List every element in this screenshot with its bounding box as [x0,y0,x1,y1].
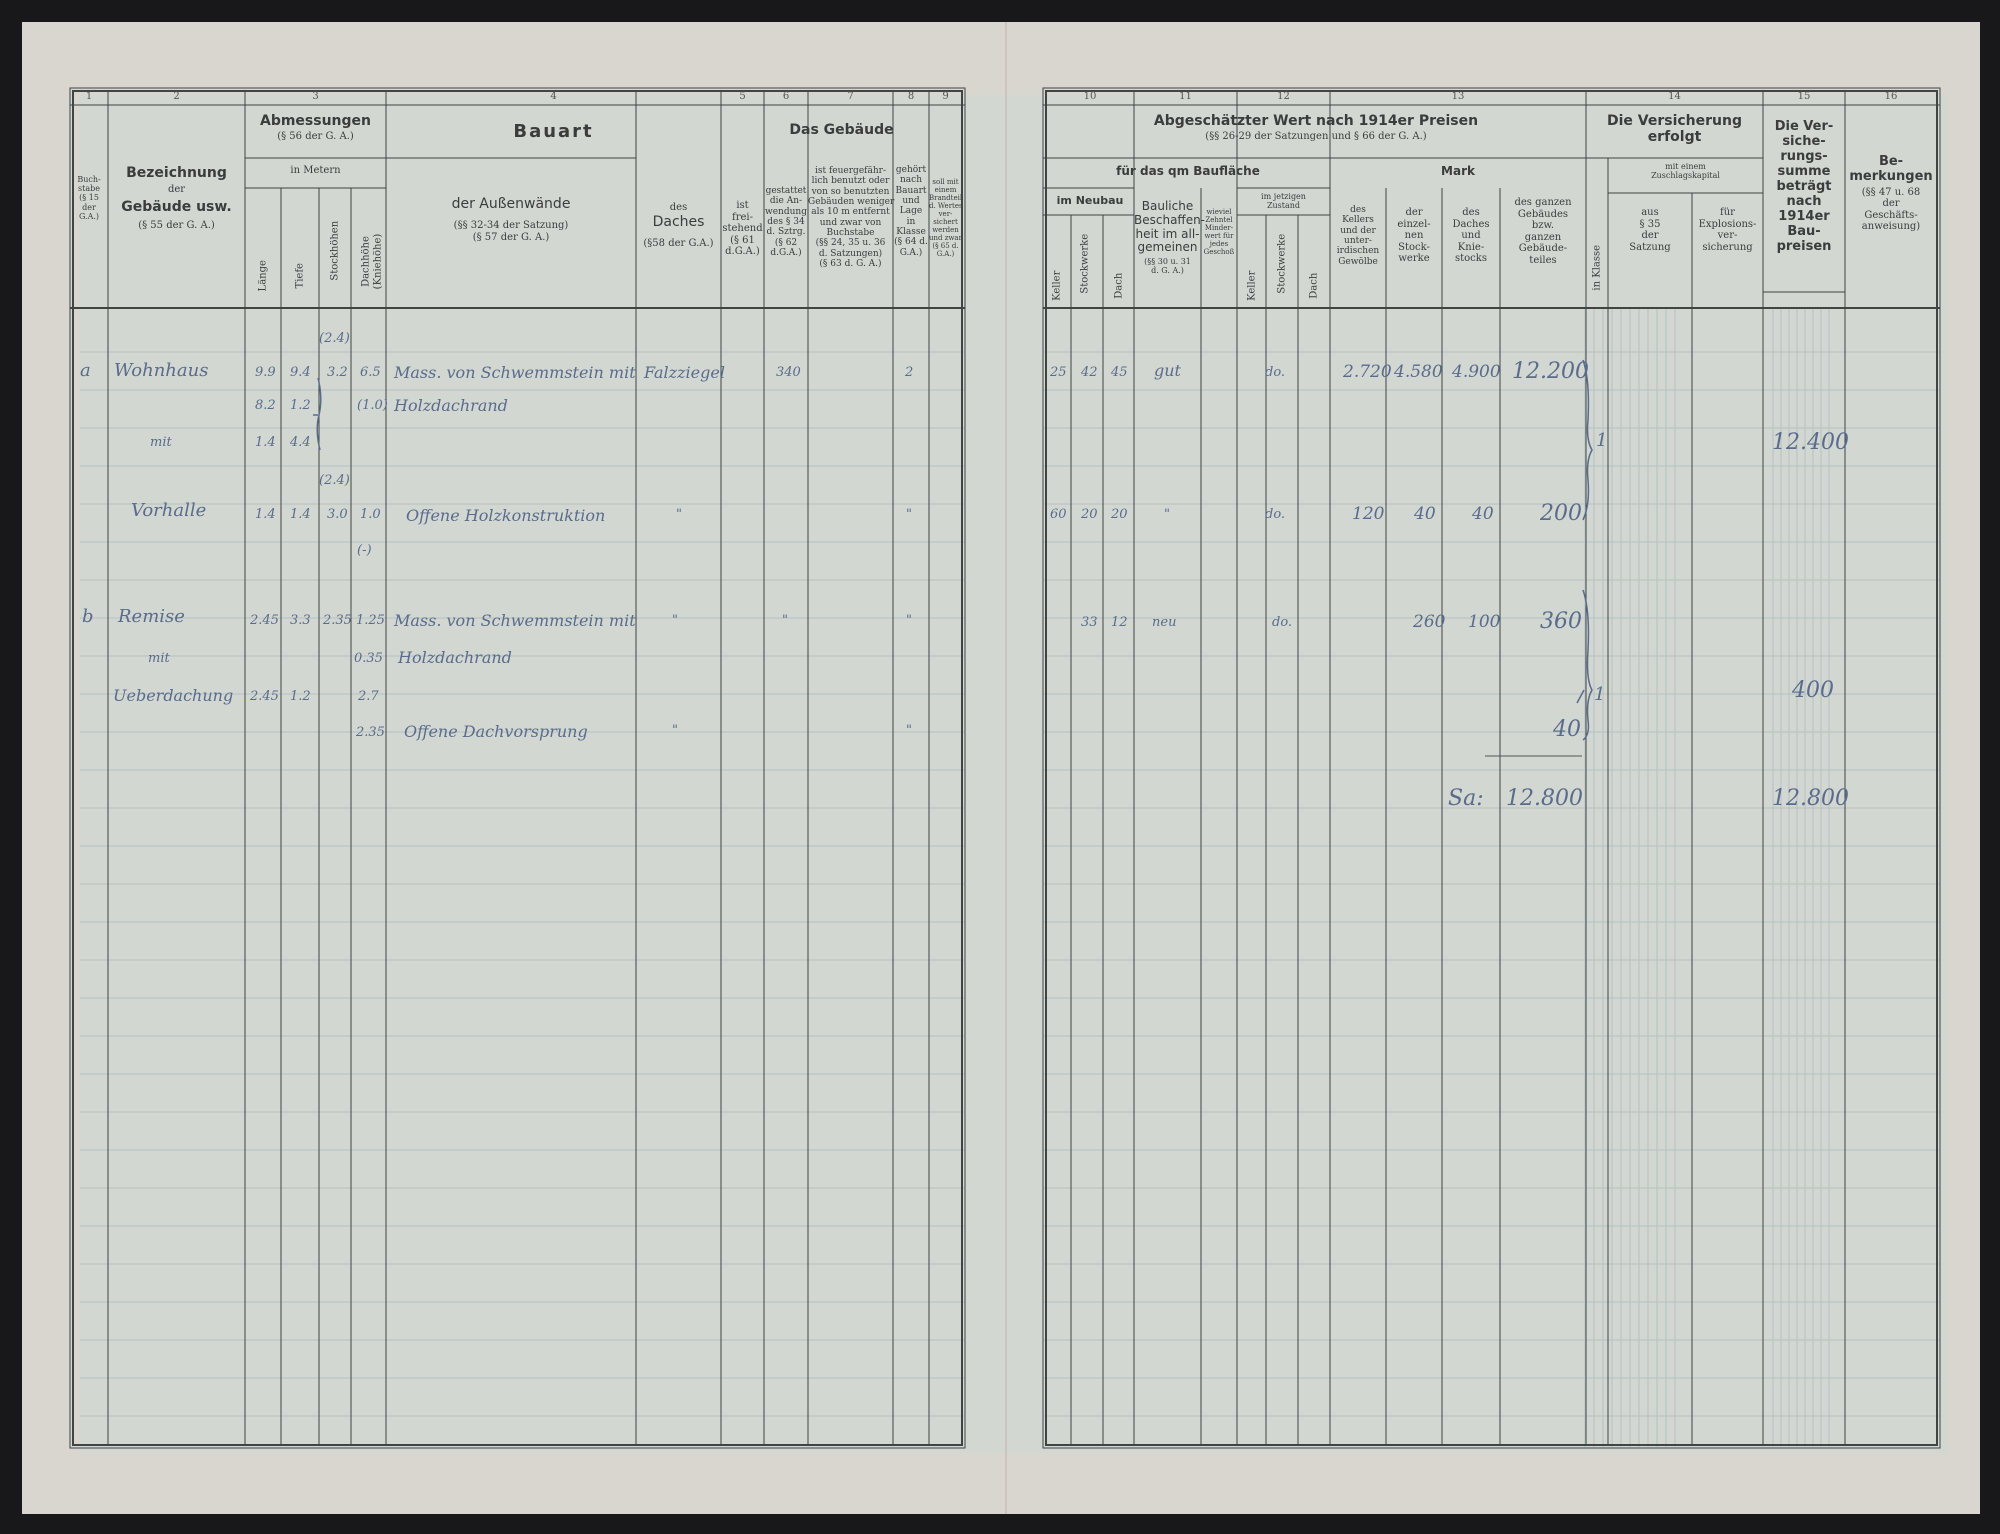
m2-line: der [1405,207,1423,218]
cell-stockhoehe: 2.35 [323,613,352,628]
cell-stockwerke: 33 [1081,615,1098,630]
cell-buchstabe: b [82,606,94,627]
cell-bauart: Holzdachrand [398,648,512,667]
c8-line: Klasse [896,227,926,238]
header-versicherung [1586,113,1763,145]
cell-laenge: 1.4 [255,435,276,450]
dach-title: Daches [652,213,705,230]
header-m4 [1500,197,1586,266]
cell-summe-label: Sa: [1448,786,1484,811]
cell-tiefe: 9.4 [290,365,311,380]
c7-line: und zwar von [819,217,882,228]
col-number-6: 6 [782,91,790,102]
aussen-ref1: (§§ 32-34 der Satzung) [453,220,569,232]
buchstabe-line: Buch- [77,175,101,184]
cell-bezeichnung: Vorhalle [131,500,207,521]
c7-line: als 10 m entfernt [811,207,890,218]
c9-line: Brandteil [929,194,963,203]
m3-line: stocks [1455,253,1487,264]
explo-line: sicherung [1702,241,1753,253]
header-m2 [1386,207,1442,265]
m4-line: Gebäude- [1518,243,1568,254]
cell-mark-keller: 120 [1352,504,1385,524]
cell-klasse: 1 [1596,430,1608,451]
cell-tiefe: 1.2 [290,689,311,704]
c8-line: gehört [895,165,927,175]
m4-line: teiles [1529,254,1557,266]
bauliche-line: Bauliche [1141,199,1194,213]
c6-line: wendung [765,206,807,217]
m2-line: nen [1404,230,1424,241]
header-c5 [721,200,764,258]
col-number-7: 7 [847,91,854,102]
header-bauart: Bauart [513,121,594,142]
cell-klasse: " [906,723,912,738]
summe-line: beträgt [1776,178,1832,194]
aussen-ref2: (§ 57 der G. A.) [472,231,550,243]
cell-stockwerke: 20 [1081,507,1098,522]
header-c8 [893,165,929,258]
dachhoehe-label: Dachhöhe [360,236,372,287]
cell-beschaffenheit: neu [1152,615,1177,630]
header-jetzig [1237,192,1330,210]
cell-dachhoehe-top: (2.4) [319,331,350,346]
cell-bauart: Holzdachrand [394,396,508,415]
vers-title2: erfolgt [1647,129,1702,146]
col-number-12: 12 [1277,91,1290,102]
aussen-title: der Außenwände [451,196,571,212]
explo-line: Explosions- [1698,218,1757,230]
c7-line: Buchstabe [826,228,875,239]
header-c9 [929,178,962,258]
cell-klasse: " [906,507,912,522]
cell-tiefe: 4.4 [290,435,311,450]
m4-line: bzw. [1531,220,1555,231]
cell-dachart: Falzziegel [644,363,725,382]
header-buchstabe [70,175,108,221]
bemerk-title: merkungen [1849,168,1933,184]
cell-dach: 20 [1111,507,1128,522]
summe-line: rungs- [1780,148,1828,164]
summe-line: nach [1786,193,1822,209]
abmessungen-title: Abmessungen [259,113,372,129]
cell-dachhoehe: 2.35 [356,725,385,740]
header-stockwerke-jetzig: Stockwerke [1276,233,1288,294]
c6-line: d.G.A.) [770,248,802,259]
wert-ref: (§§ 26-29 der Satzungen und § 66 der G. A.) [1205,131,1427,143]
c9-line: soll mit [932,178,959,186]
header-wieviel [1201,208,1237,256]
wieviel-line: wert für [1204,232,1234,241]
bemerk-ref: der [1882,198,1900,210]
c6-line: (§ 62 [774,237,798,248]
header-zuschlag [1608,162,1763,180]
header-m1 [1330,205,1386,267]
c9-line: sichert [933,218,958,227]
summe-line: preisen [1776,238,1832,254]
cell-bezeichnung: Ueberdachung [113,686,234,705]
header-m3 [1442,207,1500,265]
cell-mark-dach: 4.900 [1452,362,1501,382]
abmessungen-unit: in Metern [290,165,341,176]
cell-dachhoehe: 6.5 [360,365,381,380]
cell-stockhoehe: 3.0 [327,507,348,522]
cell-beschaffenheit: " [1164,507,1170,522]
cell-versicherungssumme: 400 [1792,678,1834,703]
col-number-4: 4 [550,91,557,102]
cell-mark-gesamt-summe: 12.800 [1506,786,1583,811]
m3-line: Daches [1452,218,1490,230]
col-number-1: 1 [85,91,93,102]
cell-c6: 340 [776,365,801,380]
explo-line: für [1720,207,1735,218]
cell-zustand: do. [1265,365,1286,380]
m4-line: Gebäudes [1517,208,1569,220]
header-stockhoehen: Stockhöhen [329,220,341,281]
header-abmessungen [245,113,386,143]
m3-line: des [1462,207,1480,218]
col-number-11: 11 [1179,91,1192,102]
c5-line: frei- [732,211,753,223]
c5-line: d.G.A.) [725,246,760,257]
header-summe [1763,120,1845,254]
cell-dachhoehe-top: (2.4) [319,473,350,488]
bauliche-line: gemeinen [1137,240,1198,255]
c7-line: d. Satzungen) [818,248,883,259]
col-number-16: 16 [1884,91,1898,102]
col-number-9: 9 [942,91,949,102]
cell-dach: 45 [1111,365,1128,380]
summe-line: 1914er [1778,208,1830,224]
header-c7 [808,166,893,269]
header-dach-neubau: Dach [1113,272,1125,299]
abmessungen-ref: (§ 56 der G. A.) [277,131,354,143]
c5-line: stehend [722,223,763,234]
cell-laenge: 2.45 [250,613,279,628]
bezeichnung-ref: (§ 55 der G. A.) [138,219,215,231]
col-number-10: 10 [1083,91,1097,102]
header-dach [636,202,721,249]
bezeichnung-title: Bezeichnung [126,165,227,181]
aus-line: der [1641,230,1659,241]
cell-bauart: Offene Dachvorsprung [404,722,588,741]
cell-mark-gesamt: 360 [1540,609,1582,634]
cell-zustand: do. [1272,615,1293,630]
header-bauliche [1134,199,1206,276]
wert-title: Abgeschätzter Wert nach 1914er Preisen [1153,113,1479,129]
cell-mark-dach: 100 [1468,612,1501,632]
cell-klasse: 1 [1594,684,1606,705]
aus-line: § 35 [1639,218,1661,230]
c9-line: G.A.) [936,250,955,259]
cell-dachhoehe: 0.35 [354,651,383,666]
buchstabe-line: (§ 15 [79,193,99,203]
col-number-13: 13 [1451,91,1465,102]
c9-line: (§ 65 d. [932,242,959,251]
c8-line: und [902,196,920,207]
m1-line: unter- [1344,236,1372,247]
c6-line: gestattet [765,186,807,196]
jetzig-line: Zustand [1266,201,1301,211]
header-tiefe: Tiefe [294,263,306,289]
m4-line: des ganzen [1514,197,1572,208]
cell-laenge: 2.45 [250,689,279,704]
m1-line: und der [1340,225,1376,236]
zuschlag-line: Zuschlagskapital [1651,171,1720,181]
cell-bezeichnung: mit [150,435,172,450]
cell-tiefe: 1.2 [290,398,311,413]
wieviel-line: Zehntel [1205,216,1233,225]
c7-line: Gebäuden weniger [808,197,895,208]
c5-line: (§ 61 [730,234,755,246]
header-keller: Keller [1051,270,1063,301]
buchstabe-line: der [82,202,96,212]
c8-line: Lage [899,206,923,217]
wieviel-line: wieviel [1206,208,1232,216]
cell-keller: 60 [1050,507,1067,522]
c8-line: (§ 64 d. [894,237,928,248]
bauliche-line: (§§ 30 u. 31 [1144,257,1191,267]
bauliche-line: Beschaffen- [1134,212,1206,227]
cell-dachhoehe: 1.25 [356,613,385,628]
col-number-5: 5 [739,91,746,102]
cell-bezeichnung: Remise [118,606,185,627]
cell-mark-gesamt: 200 [1540,501,1582,526]
c7-line: (§§ 24, 35 u. 36 [815,238,886,249]
bemerk-title: Be- [1878,154,1904,169]
cell-bezeichnung: Wohnhaus [114,360,209,381]
header-mark: Mark [1441,164,1475,178]
cell-laenge: 8.2 [255,398,276,413]
cell-c6: " [782,613,788,628]
header-bemerkungen [1845,155,1937,233]
bauliche-line: heit im all- [1135,226,1200,241]
summe-line: summe [1777,163,1831,179]
bemerk-ref: anweisung) [1861,221,1921,233]
c5-line: ist [736,200,749,211]
kniehoehe-label: (Kniehöhe) [372,233,383,290]
wieviel-line: jedes [1209,240,1229,249]
vers-title1: Die Versicherung [1606,113,1742,129]
cell-tiefe: 1.4 [290,507,311,522]
header-neubau: im Neubau [1056,194,1124,207]
c6-line: d. Sztrg. [766,227,806,238]
cell-stockhoehe: 3.2 [327,365,348,380]
col-number-8: 8 [907,91,915,102]
c9-line: und zwar [929,234,962,243]
cell-mark-gesamt: 12.200 [1512,359,1589,384]
summe-line: siche- [1782,133,1826,149]
bezeichnung-der: der [167,184,186,196]
m1-line: Gewölbe [1338,256,1378,267]
cell-beschaffenheit: gut [1154,361,1181,380]
header-c6 [764,186,808,258]
summe-line: Bau- [1787,223,1821,239]
cell-dachart: " [676,507,682,522]
buchstabe-line: stabe [78,184,100,194]
cell-dachhoehe: 1.0 [360,507,381,522]
col-number-15: 15 [1797,91,1811,102]
header-aus [1608,207,1692,253]
cell-dachart: " [672,613,678,628]
cell-mark-stockwerke: 40 [1414,504,1436,524]
c8-line: G.A.) [899,247,923,258]
c6-line: die An- [769,196,803,207]
cell-dachhoehe: 2.7 [358,689,379,704]
header-wert [1046,113,1586,143]
wieviel-line: Minder- [1204,224,1234,233]
col-number-3: 3 [312,91,319,102]
header-stockwerke: Stockwerke [1079,233,1091,294]
cell-bauart: Offene Holzkonstruktion [406,506,606,525]
cell-mark-stockwerke: 260 [1413,612,1446,632]
c9-line: d. Wertes [929,202,963,211]
c9-line: einem [934,186,957,195]
cell-dachhoehe: (1.0) [357,398,388,413]
c8-line: nach [900,175,922,186]
zuschlag-line: mit einem [1665,162,1706,171]
header-qm: für das qm Baufläche [1116,164,1260,178]
header-keller-jetzig: Keller [1246,270,1258,301]
header-dachhoehe [361,217,384,307]
explo-line: ver- [1717,230,1738,241]
cell-dachart: " [672,723,678,738]
jetzig-line: im jetzigen [1261,192,1306,201]
cell-dachhoehe-sub: (-) [357,543,372,558]
cell-klasse: " [906,613,912,628]
cell-mark-gesamt: 40 [1553,717,1581,742]
cell-stockwerke: 42 [1081,365,1098,380]
dach-des: des [669,202,688,213]
c7-line: (§ 63 d. G. A.) [819,259,882,270]
bemerk-ref: (§§ 47 u. 68 [1861,186,1921,198]
buchstabe-line: G.A.) [78,211,100,221]
cell-mark-stockwerke: 4.580 [1394,362,1443,382]
m1-line: Kellers [1342,215,1374,226]
header-bezeichnung [108,165,245,231]
header-dach-jetzig: Dach [1308,272,1320,299]
m2-line: einzel- [1397,218,1431,230]
cell-buchstabe: a [80,360,91,381]
header-gebaeude: Das Gebäude [789,122,894,138]
m1-line: des [1350,205,1366,215]
c7-line: ist feuergefähr- [815,166,886,176]
m3-line: Knie- [1457,241,1485,253]
summe-line: Die Ver- [1774,119,1834,134]
aus-line: Satzung [1629,241,1671,253]
cell-bezeichnung: mit [148,651,170,666]
bauliche-line: d. G. A.) [1151,266,1184,276]
c9-line: werden [932,226,959,235]
cell-tiefe: 3.3 [290,613,311,628]
c9-line: ver- [938,210,953,219]
bezeichnung-sub: Gebäude usw. [121,198,232,215]
cell-klasse: 2 [905,365,914,380]
col-number-14: 14 [1668,91,1681,102]
aus-line: aus [1641,207,1659,218]
cell-laenge: 9.9 [255,365,276,380]
wieviel-line: Geschoß [1203,248,1235,257]
cell-zustand: do. [1265,507,1286,522]
cell-laenge: 1.4 [255,507,276,522]
m4-line: ganzen [1524,231,1562,243]
cell-dach: 12 [1111,615,1128,630]
cell-keller: 25 [1050,365,1067,380]
m3-line: und [1461,230,1481,241]
cell-mark-keller: 2.720 [1343,362,1392,382]
header-aussenwaende [386,196,636,243]
header-in-klasse: in Klasse [1591,244,1603,291]
m2-line: Stock- [1398,241,1430,253]
m1-line: irdischen [1336,246,1380,257]
cell-versicherungssumme: 12.400 [1772,430,1849,455]
c7-line: lich benutzt oder [811,176,890,187]
c6-line: des § 34 [767,217,805,228]
dach-ref: (§58 der G.A.) [643,237,714,249]
m2-line: werke [1398,253,1430,264]
cell-mark-dach: 40 [1472,504,1494,524]
c8-line: Bauart [895,185,927,196]
c8-line: in [906,216,916,227]
cell-bauart: Mass. von Schwemmstein mit [394,363,636,382]
cell-versicherungssumme-total: 12.800 [1772,786,1849,811]
col-number-2: 2 [173,91,180,102]
bemerk-ref: Geschäfts- [1864,209,1918,221]
c7-line: von so benutzten [811,186,890,197]
header-explosion [1692,207,1763,253]
header-laenge: Länge [257,260,269,292]
cell-bauart: Mass. von Schwemmstein mit [394,611,636,630]
